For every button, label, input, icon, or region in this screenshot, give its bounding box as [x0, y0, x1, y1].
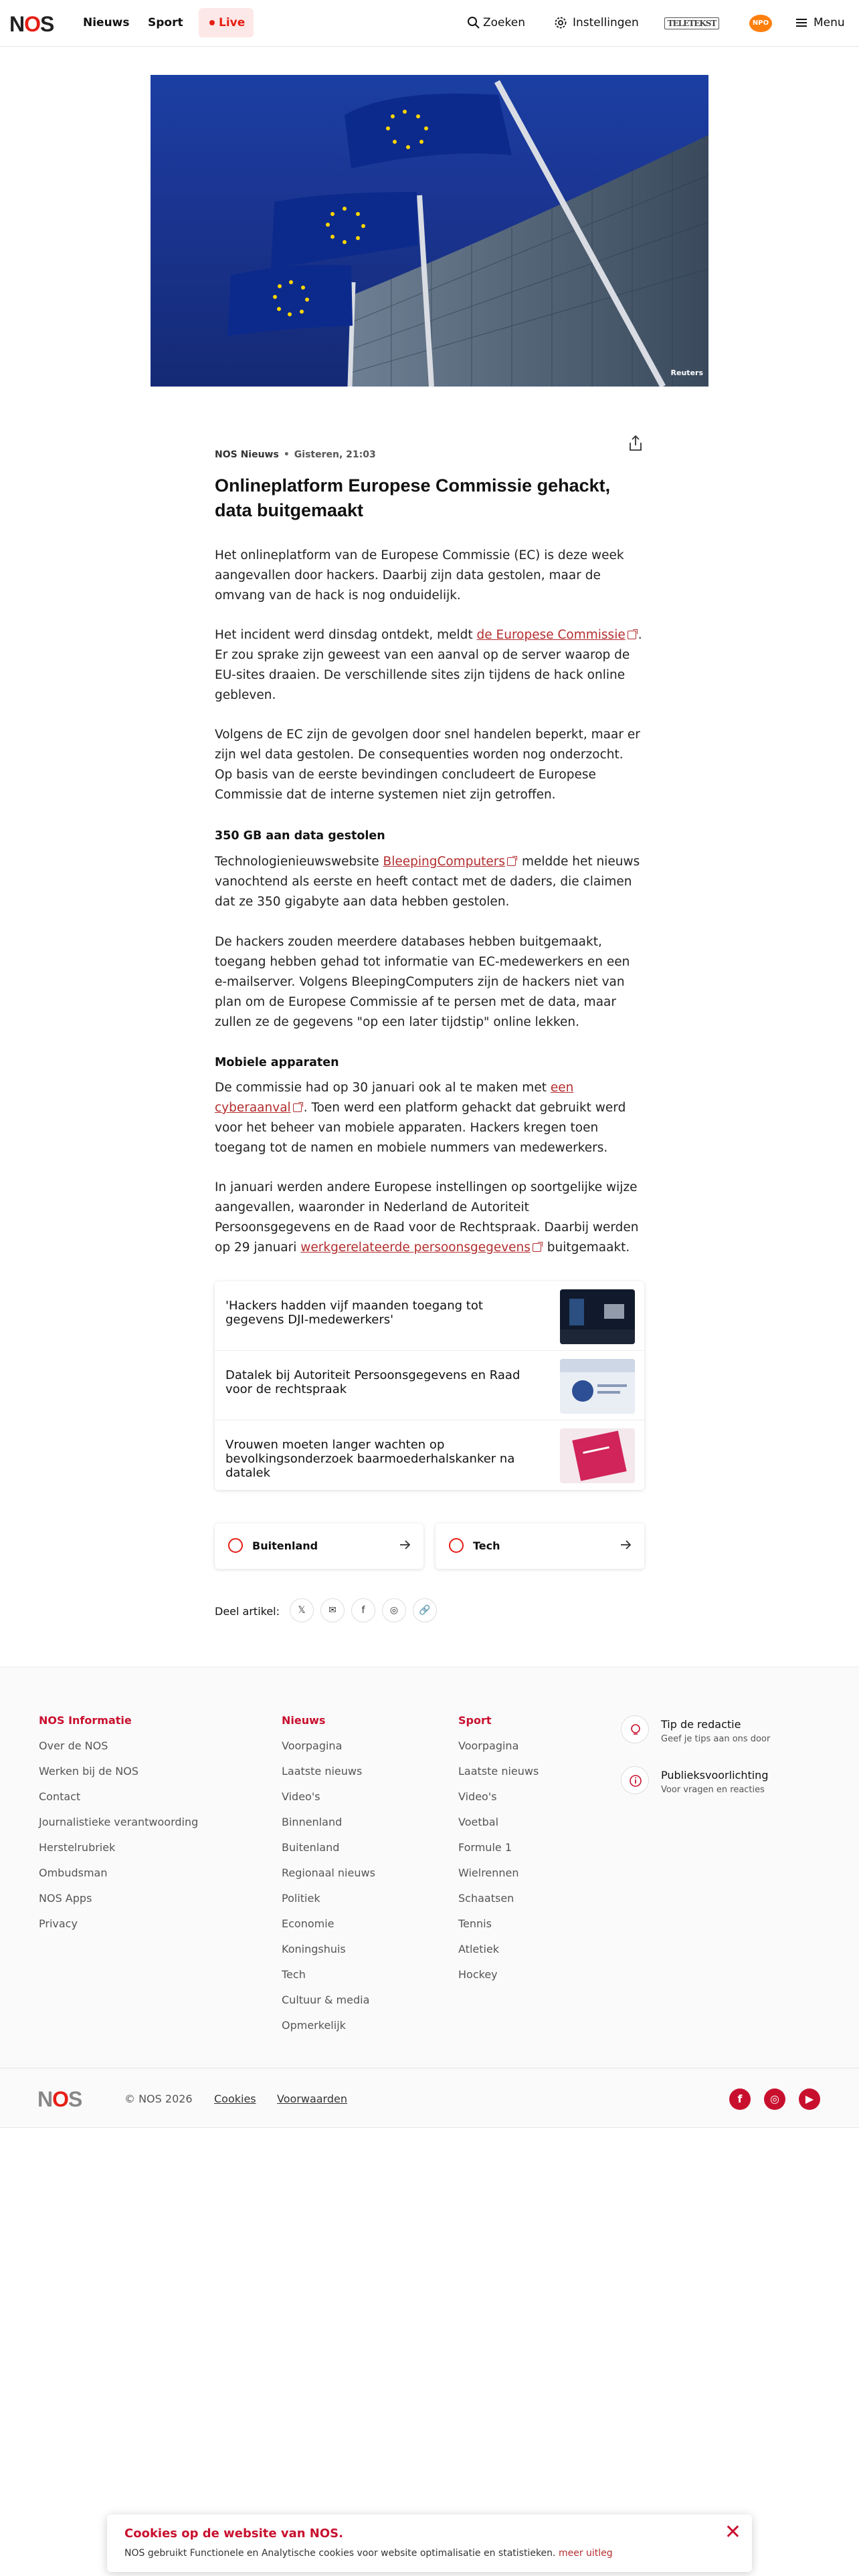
footer-col-sport — [458, 1714, 539, 1994]
hero-image — [151, 75, 708, 387]
tip-title: Tip de redactie — [661, 1718, 741, 1731]
nav-nieuws[interactable]: Nieuws — [83, 16, 130, 29]
live-label: Live — [219, 16, 246, 29]
subheading-mobiele-apparaten: Mobiele apparaten — [215, 1056, 339, 1069]
nav-sport[interactable]: Sport — [148, 16, 183, 29]
p6-text-a: De commissie had op 30 januari ook al te maken met — [215, 1081, 551, 1095]
footer-link[interactable]: Voetbal — [458, 1816, 499, 1828]
article-paragraph-1: Het onlineplatform van de Europese Commissie (EC) is deze week aangevallen door hackers. Daarbij zijn data gestolen, maar de omvang van de hack is nog onduidelijk. — [215, 548, 624, 603]
cookie-banner — [107, 2514, 752, 2572]
settings-button[interactable] — [557, 16, 639, 29]
logo-text-n: N — [37, 2087, 53, 2111]
tag-buitenland[interactable] — [215, 1523, 423, 1569]
site-header — [0, 0, 859, 47]
p7-text-b: buitgemaakt. — [543, 1241, 630, 1255]
article-meta — [215, 449, 644, 460]
article-paragraph-3: Volgens de EC zijn de gevolgen door snel handelen beperkt, maar er zijn wel data gestolen. De consequenties worden nog onderzocht. Op basis van de eerste bevindingen concludeert de Europese Commissie dat de interne systemen niet zijn getroffen. — [215, 728, 640, 802]
article-paragraph-5: De hackers zouden meerdere databases hebben buitgemaakt, toegang hebben gehad tot informatie van EC-medewerkers en een e-mailserver. Volgens BleepingComputers zijn de hackers niet van plan om de Europese Commissie af te persen met de data, maar zullen ze de gegevens "op een later tijdstip" online lekken. — [215, 935, 630, 1029]
cookies-link[interactable]: Cookies — [214, 2092, 256, 2105]
logo-text-o: O — [52, 2087, 68, 2111]
nos-logo[interactable] — [9, 12, 54, 36]
footer-link[interactable]: Wielrennen — [458, 1866, 519, 1879]
footer-link[interactable]: Formule 1 — [458, 1841, 512, 1854]
settings-label: Instellingen — [573, 16, 639, 29]
footer-link[interactable]: Video's — [458, 1790, 497, 1803]
youtube-icon[interactable]: ▶ — [799, 2088, 820, 2110]
share-x-icon[interactable]: 𝕏 — [290, 1598, 314, 1622]
related-item-bevolkingsonderzoek[interactable] — [215, 1420, 644, 1490]
footer-link[interactable]: Tech — [282, 1968, 306, 1981]
pv-title: Publieksvoorlichting — [661, 1769, 769, 1782]
article-paragraph-6 — [215, 1078, 644, 1158]
footer-heading: Sport — [458, 1714, 492, 1727]
close-icon[interactable]: ✕ — [724, 2520, 741, 2544]
related-item-datalek-ap[interactable] — [215, 1351, 644, 1420]
image-credit: Reuters — [670, 368, 703, 377]
related-item-dji[interactable] — [215, 1281, 644, 1351]
footer-col-nos-informatie — [39, 1714, 198, 1943]
eu-flags-illustration — [151, 75, 708, 387]
cookie-more-link[interactable]: meer uitleg — [558, 2548, 613, 2559]
arrow-right-icon — [398, 1538, 411, 1551]
share-mail-icon[interactable]: ✉ — [320, 1598, 345, 1622]
footer-heading: NOS Informatie — [39, 1714, 132, 1727]
footer-link[interactable]: Laatste nieuws — [282, 1765, 363, 1778]
footer-link[interactable]: Atletiek — [458, 1943, 500, 1955]
footer-link[interactable]: NOS Apps — [39, 1892, 92, 1905]
related-title: Vrouwen moeten langer wachten op bevolkingsonderzoek baarmoederhalskanker na datalek — [225, 1438, 515, 1480]
footer-col-nieuws — [282, 1714, 375, 2044]
related-thumbnail — [560, 1359, 635, 1414]
share-whatsapp-icon[interactable]: ◎ — [382, 1598, 406, 1622]
article-title: Onlineplatform Europese Commissie gehackt, data buitgemaakt — [215, 475, 611, 520]
footer-link[interactable]: Journalistieke verantwoording — [39, 1816, 199, 1828]
facebook-icon[interactable]: f — [729, 2088, 751, 2110]
p2-text-b: . Er zou sprake zijn geweest van een aanval op de server waarop de EU-sites draaien. De verschillende sites zijn tijdens de hack online gebleven. — [215, 628, 642, 702]
footer-link[interactable]: Regionaal nieuws — [282, 1866, 375, 1879]
footer-link[interactable]: Video's — [282, 1790, 320, 1803]
subheading-350gb: 350 GB aan data gestolen — [215, 829, 385, 843]
related-title: 'Hackers hadden vijf maanden toegang tot gegevens DJI-medewerkers' — [225, 1299, 483, 1327]
footer-link[interactable]: Contact — [39, 1790, 81, 1803]
article-paragraph-2 — [215, 625, 644, 706]
hamburger-icon — [795, 16, 808, 29]
tag-label: Tech — [473, 1539, 500, 1552]
info-icon — [621, 1766, 649, 1794]
footer-link[interactable]: Hockey — [458, 1968, 498, 1981]
footer-link[interactable]: Politiek — [282, 1892, 320, 1905]
thumb-dark-room — [560, 1289, 635, 1344]
footer-link[interactable]: Tennis — [458, 1917, 492, 1930]
footer-link[interactable]: Voorpagina — [282, 1739, 343, 1752]
link-cyberaanval[interactable]: een cyberaanval — [215, 1081, 574, 1115]
footer-link[interactable]: Economie — [282, 1917, 335, 1930]
pv-subtitle: Voor vragen en reacties — [661, 1785, 765, 1795]
search-label: Zoeken — [483, 16, 525, 29]
logo-text-o: O — [24, 12, 40, 36]
p2-text-a: Het incident werd dinsdag ontdekt, meldt — [215, 628, 477, 642]
tag-tech[interactable] — [436, 1523, 644, 1569]
footer-link[interactable]: Herstelrubriek — [39, 1841, 116, 1854]
related-title: Datalek bij Autoriteit Persoonsgegevens en Raad voor de rechtspraak — [225, 1368, 520, 1396]
footer-nos-logo[interactable] — [37, 2087, 82, 2112]
footer-link[interactable]: Privacy — [39, 1917, 78, 1930]
related-thumbnail — [560, 1428, 635, 1483]
chip-icon — [449, 1538, 464, 1553]
meta-separator: • — [283, 449, 290, 460]
external-link-icon — [628, 631, 636, 639]
logo-text-n: N — [9, 12, 25, 36]
related-articles — [215, 1281, 644, 1490]
footer-link[interactable]: Opmerkelijk — [282, 2019, 346, 2032]
instagram-icon[interactable]: ◎ — [764, 2088, 785, 2110]
footer-link[interactable]: Over de NOS — [39, 1739, 108, 1752]
npo-logo-link[interactable]: NPO — [749, 15, 772, 32]
share-label: Deel artikel: — [215, 1605, 280, 1618]
link-europese-commissie[interactable]: de Europese Commissie — [476, 628, 626, 642]
article-date: Gisteren, 21:03 — [294, 449, 376, 460]
p4-text-b: meldde het nieuws vanochtend als eerste en heeft contact met de daders, die claimen dat ze 350 gigabyte aan data hebben gestolen. — [215, 855, 640, 909]
site-footer — [0, 1667, 859, 2068]
live-dot-icon — [209, 20, 215, 25]
footer-heading: Nieuws — [282, 1714, 326, 1727]
link-persoonsgegevens[interactable]: werkgerelateerde persoonsgegevens — [300, 1241, 531, 1255]
footer-link[interactable]: Ombudsman — [39, 1866, 108, 1879]
footer-bottom-bar — [0, 2068, 859, 2128]
external-link-icon — [293, 1103, 302, 1112]
menu-button[interactable] — [797, 16, 845, 29]
share-facebook-icon[interactable]: f — [351, 1598, 375, 1622]
arrow-right-icon — [619, 1538, 632, 1551]
article-paragraph-7 — [215, 1178, 644, 1258]
cookie-text — [124, 2548, 613, 2559]
related-thumbnail — [560, 1289, 635, 1344]
teletekst-link[interactable]: TELETEKST — [664, 17, 719, 29]
footer-link[interactable]: Cultuur & media — [282, 1994, 370, 2006]
logo-text-s: S — [68, 2087, 82, 2111]
search-button[interactable] — [470, 16, 525, 29]
menu-label: Menu — [814, 16, 845, 29]
footer-link[interactable]: Werken bij de NOS — [39, 1765, 139, 1778]
footer-link[interactable]: Binnenland — [282, 1816, 343, 1828]
footer-link[interactable]: Schaatsen — [458, 1892, 514, 1905]
lightbulb-icon — [621, 1715, 649, 1743]
cookie-body: NOS gebruikt Functionele en Analytische cookies voor website optimalisatie en statistieken. — [124, 2548, 556, 2559]
tip-subtitle: Geef je tips aan ons door — [661, 1734, 771, 1744]
share-copy-link-icon[interactable]: 🔗 — [413, 1598, 437, 1622]
p7-text-a: In januari werden andere Europese instellingen op soortgelijke wijze aangevallen, waaronder in Nederland de Autoriteit Persoonsgegevens en de Raad voor de Rechtspraak. Daarbij werden op 29 januari — [215, 1180, 639, 1255]
p4-text-a: Technologienieuwswebsite — [215, 855, 383, 869]
footer-link[interactable]: Voorpagina — [458, 1739, 519, 1752]
cookie-title: Cookies op de website van NOS. — [124, 2527, 343, 2541]
article-paragraph-4 — [215, 852, 644, 912]
link-bleepingcomputers[interactable]: BleepingComputers — [383, 855, 506, 869]
globe-icon — [228, 1538, 243, 1553]
article-source: NOS Nieuws — [215, 449, 279, 460]
share-bar — [215, 1598, 496, 1622]
voorwaarden-link[interactable]: Voorwaarden — [277, 2092, 347, 2105]
live-button[interactable] — [199, 8, 254, 37]
logo-text-s: S — [40, 12, 54, 36]
external-link-icon — [507, 857, 516, 866]
footer-link[interactable]: Buitenland — [282, 1841, 340, 1854]
copyright: © NOS 2026 — [124, 2092, 193, 2105]
external-link-icon — [533, 1243, 541, 1252]
p6-text-b: . Toen werd een platform gehackt dat gebruikt werd voor het beheer van mobiele apparaten. Hackers kregen toen toegang tot de namen en mobiele nummers van medewerkers. — [215, 1101, 626, 1155]
footer-link[interactable]: Koningshuis — [282, 1943, 346, 1955]
gear-icon — [554, 16, 567, 29]
thumb-ap-logo — [560, 1359, 635, 1414]
thumb-pink-letter — [560, 1428, 635, 1483]
tag-label: Buitenland — [252, 1539, 318, 1552]
search-icon — [467, 16, 480, 29]
footer-link[interactable]: Laatste nieuws — [458, 1765, 539, 1778]
